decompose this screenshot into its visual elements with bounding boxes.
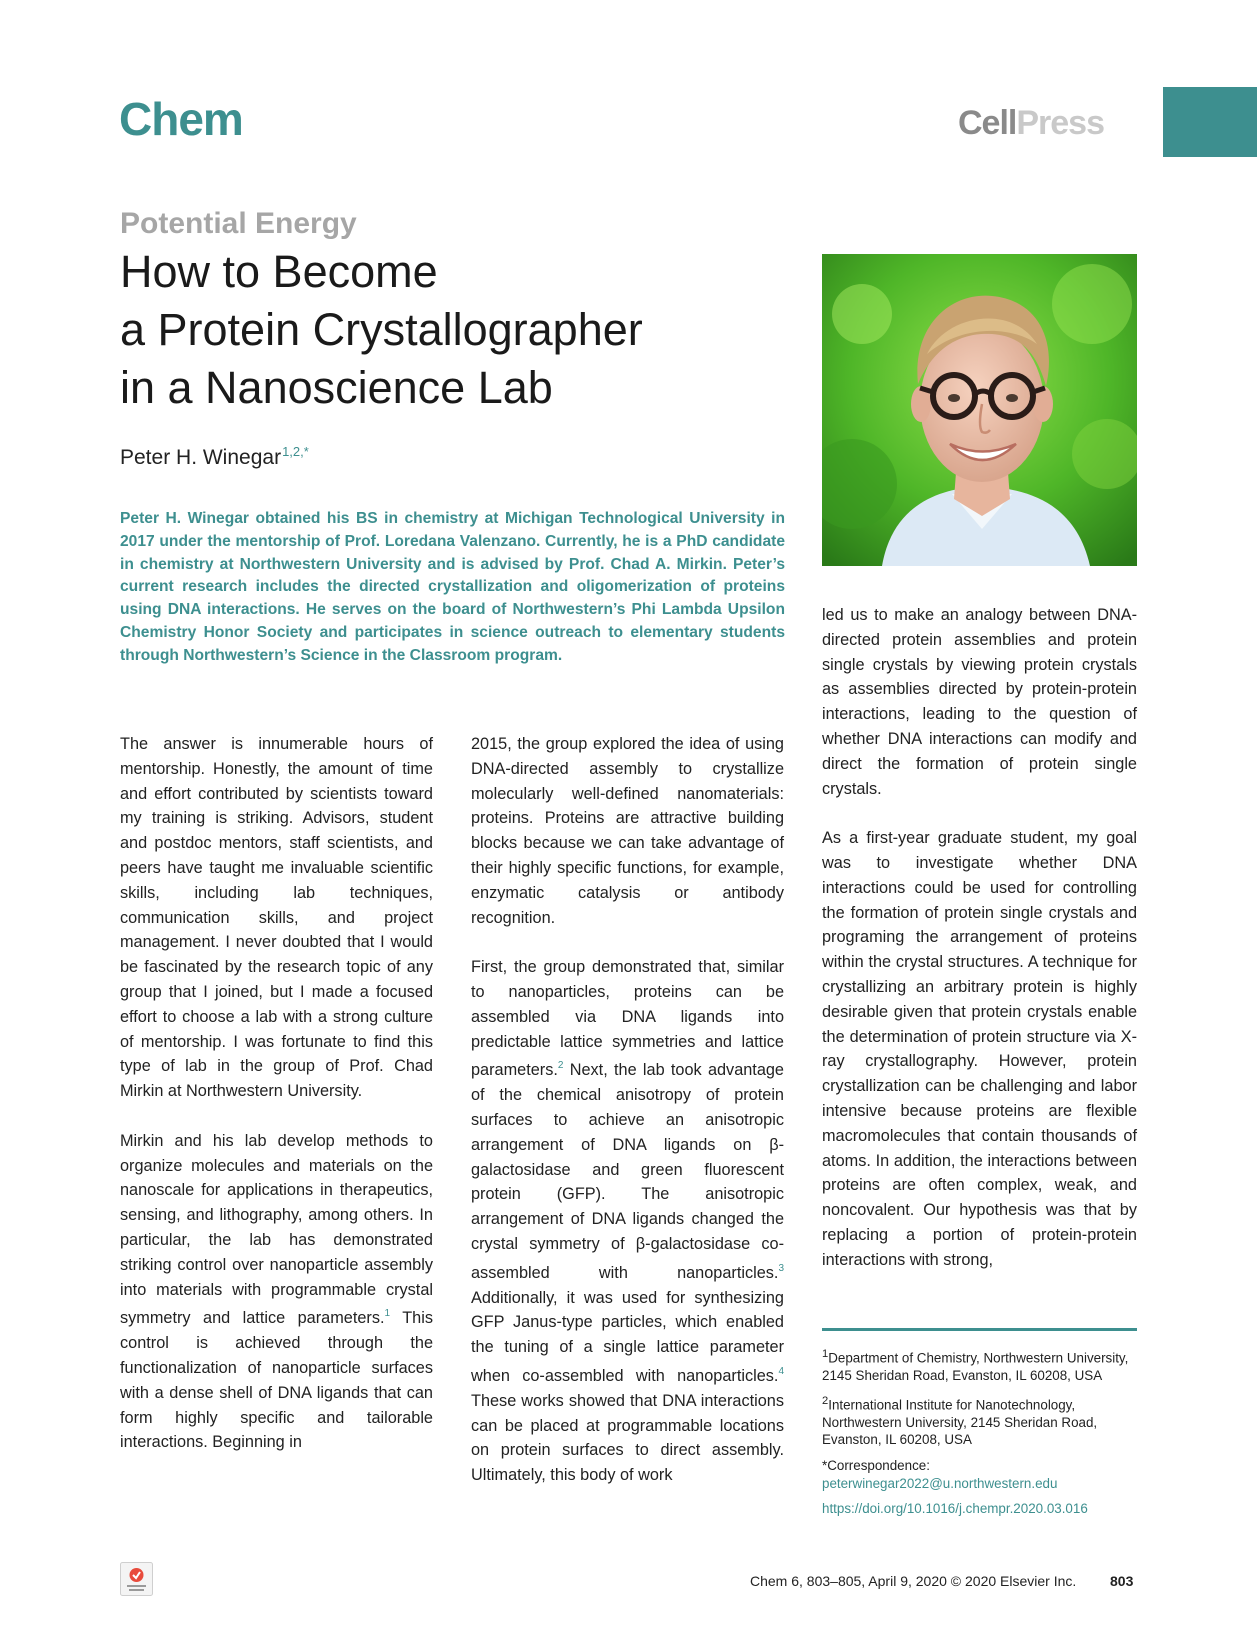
reference-mark[interactable]: 2 (557, 1060, 564, 1072)
correspondence (822, 1457, 1142, 1492)
author-line (120, 444, 309, 470)
paragraph: led us to make an analogy between DNA-directed protein assemblies and protein single crystals by viewing protein crystals as assemblies directed by protein-protein interactions, leading to the question of whether DNA interactions can modify and direct the formation of protein single crystals. (822, 606, 1137, 798)
citation-line: Chem 6, 803–805, April 9, 2020 © 2020 Elsevier Inc. (750, 1573, 1077, 1589)
author-portrait-icon (822, 254, 1137, 566)
article-title (120, 243, 760, 417)
body-column-2 (471, 732, 784, 1513)
section-color-tab (1163, 87, 1257, 157)
affiliation-1: $^1$Department of Chemistry, Northwestern University, 2145 Sheridan Road, Evanston, IL 60208, USA (822, 1348, 1129, 1384)
paragraph: As a first-year graduate student, my goal was to investigate whether DNA interactions could be used for controlling the formation of protein single crystals and programing the arrangement of proteins within the crystal structures. A technique for crystallizing an arbitrary protein is highly desirable given that protein crystals enable the determination of protein structure via X-ray crystallography. However, protein crystallization can be challenging and labor intensive because proteins are flexible macromolecules that contain thousands of atoms. In addition, the interactions between proteins are often complex, weak, and noncovalent. Our hypothesis was that by replacing a portion of protein-protein interactions with strong, (822, 829, 1137, 1269)
title-line: How to Become (120, 246, 438, 297)
correspondence-email-link[interactable]: peterwinegar2022@u.northwestern.edu (822, 1475, 1058, 1491)
reference-mark[interactable]: 3 (778, 1262, 784, 1274)
title-line: in a Nanoscience Lab (120, 362, 553, 413)
doi-link[interactable]: https://doi.org/10.1016/j.chempr.2020.03.016 (822, 1501, 1088, 1517)
paragraph: The answer is innumerable hours of mentorship. Honestly, the amount of time and effort contributed by scientists toward my training is striking. Advisors, student and postdoc mentors, staff scientists, and peers have taught me invaluable scientific skills, including lab techniques, communication skills, and project management. I never doubted that I would be fascinated by the research topic of any group that I joined, but I made a focused effort to choose a lab with a strong culture of mentorship. I was fortunate to find this type of lab in the group of Prof. Chad Mirkin at Northwestern University. (120, 735, 433, 1101)
body-column-3 (822, 603, 1137, 1297)
author-name: Peter H. Winegar (120, 446, 282, 469)
publisher-logo-part1: Cell (958, 104, 1017, 142)
title-line: a Protein Crystallographer (120, 304, 643, 355)
check-for-updates-icon[interactable] (120, 1562, 153, 1596)
body-column-1 (120, 732, 433, 1480)
author-affiliation-marks: 1,2,* (282, 444, 309, 459)
paragraph: 2015, the group explored the idea of using DNA-directed assembly to crystallize molecularly well-defined nanomaterials: proteins. Proteins are attractive building blocks because we can take advantage of their highly specific functions, for example, enzymatic catalysis or antibody recognition. (471, 735, 784, 927)
paragraph: Mirkin and his lab develop methods to organize molecules and materials on the nanoscale for applications in therapeutics, sensing, and lithography, among others. In particular, the lab has demonstrated striking control over nanoparticle assembly into materials with programmable crystal symmetry and lattice parameters.$^1$ This control is achieved through the functionalization of nanoparticle surfaces with a dense shell of DNA ligands that can form highly specific and tailorable interactions. Beginning in (120, 1131, 433, 1452)
reference-mark[interactable]: 4 (778, 1365, 784, 1377)
footnote-divider (822, 1328, 1137, 1331)
page-number: 803 (1110, 1573, 1134, 1589)
affiliation-2: $^2$International Institute for Nanotechnology, Northwestern University, 2145 Sheridan Road, Evanston, IL 60208, USA (822, 1394, 1098, 1448)
publisher-logo (958, 104, 1104, 143)
journal-logo: Chem (119, 93, 243, 145)
correspondence-label: *Correspondence: (822, 1457, 930, 1473)
reference-mark[interactable]: 1 (384, 1308, 391, 1320)
publisher-logo-part2: Press (1016, 104, 1104, 142)
paragraph: First, the group demonstrated that, similar to nanoparticles, proteins can be assembled via DNA ligands into predictable lattice symmetries and lattice parameters.$^2$ Next, the lab took advantage of the chemical anisotropy of protein surfaces to achieve an anisotropic arrangement of DNA ligands on β-galactosidase and green fluorescent protein (GFP). The anisotropic arrangement of DNA ligands changed the crystal symmetry of β-galactosidase co-assembled with nanoparticles.$^3$ Additionally, it was used for synthesizing GFP Janus-type particles, which enabled the tuning of a single lattice parameter when co-assembled with nanoparticles.$^4$ These works showed that DNA interactions can be placed at programmable locations on protein surfaces to direct assembly. Ultimately, this body of work (471, 958, 784, 1485)
footnotes (822, 1346, 1142, 1526)
author-bio: Peter H. Winegar obtained his BS in chemistry at Michigan Technological University in 2017 under the mentorship of Prof. Loredana Valenzano. Currently, he is a PhD candidate in chemistry at Northwestern University and is advised by Prof. Chad A. Mirkin. Peter’s current research includes the directed crystallization and oligomerization of proteins using DNA interactions. He serves on the board of Northwestern’s Phi Lambda Upsilon Chemistry Honor Society and participates in science outreach to elementary students through Northwestern’s Science in the Classroom program. (120, 510, 785, 664)
section-label: Potential Energy (120, 207, 357, 240)
